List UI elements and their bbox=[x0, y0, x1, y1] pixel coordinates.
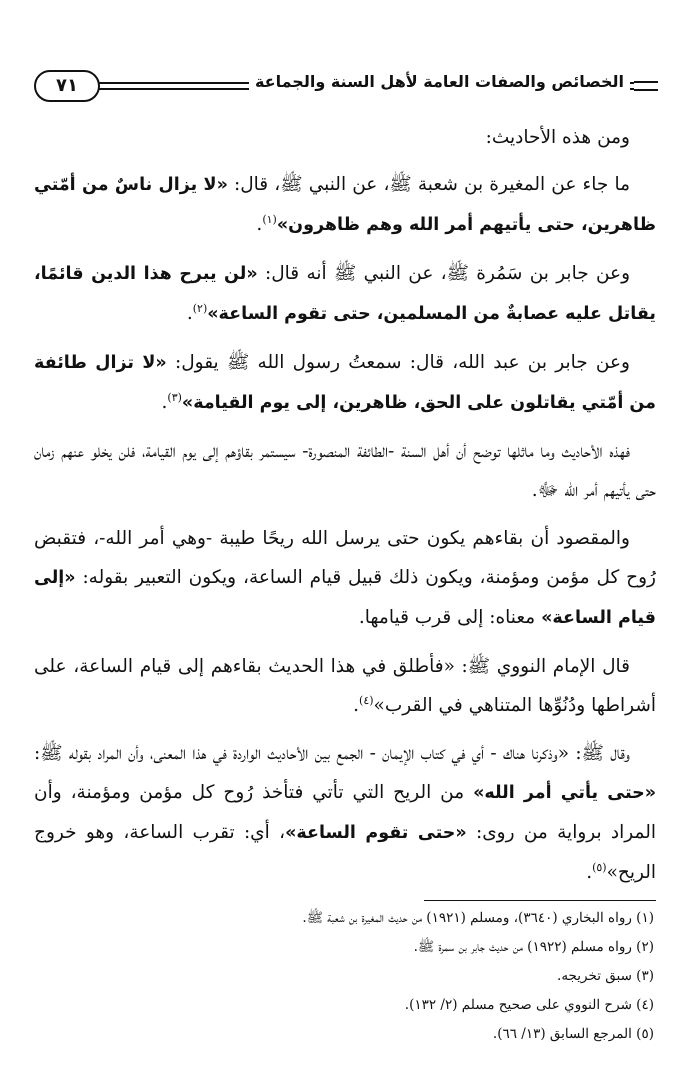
nawawi-quote-text: قال الإمام النووي ﷺ: «فأطلق في هذا الحديث بقاءهم إلى قيام الساعة، على أشراطها ودُنُوِّها المتناهي في القرب» bbox=[34, 656, 656, 716]
nawawi-second-quote-1: «حتى يأتي أمر الله» bbox=[473, 783, 657, 803]
nawawi-quote-paragraph bbox=[34, 647, 656, 725]
hadith-1-lead: ما جاء عن المغيرة بن شعبة ﷺ، عن النبي ﷺ، قال: bbox=[227, 174, 630, 195]
commentary-paragraph-1 bbox=[34, 432, 656, 510]
hadith-paragraph-3 bbox=[34, 343, 656, 423]
commentary-paragraph-2 bbox=[34, 519, 656, 638]
header-ornament bbox=[634, 81, 658, 91]
body-text bbox=[34, 118, 656, 901]
running-header bbox=[22, 70, 658, 110]
footnote-ref-5[interactable]: (٥) bbox=[592, 860, 607, 874]
hadith-2-lead: وعن جابر بن سَمُرة ﷺ، عن النبي ﷺ أنه قال: bbox=[257, 263, 631, 284]
nawawi-second-end: . bbox=[586, 862, 593, 883]
nawawi-second-quote-2: «حتى تقوم الساعة» bbox=[285, 823, 467, 843]
footnote-1: (١) رواه البخاري (٣٦٤٠)، ومسلم (١٩٢١) من حديث المغيرة بن شعبة ﷺ. bbox=[302, 910, 654, 926]
commentary-2-end: معناه: إلى قرب قيامها. bbox=[358, 607, 542, 628]
nawawi-second-part-1: وقال ﷺ: «وذكرنا هناك - أي في كتاب الإيمان - الجمع بين الأحاديث الواردة في هذا المعنى، وأن المراد بقوله ﷺ: bbox=[34, 743, 630, 764]
footnote-separator bbox=[424, 900, 656, 901]
running-header-title: الخصائص والصفات العامة لأهل السنة والجماعة bbox=[249, 72, 630, 91]
footnote-3: (٣) سبق تخريجه. bbox=[557, 968, 654, 984]
hadith-2-end: . bbox=[186, 303, 193, 324]
commentary-2-lead: والمقصود أن بقاءهم يكون حتى يرسل الله ريحًا طيبة -وهي أمر الله-، فتقبض رُوح كل مؤمن ومؤمنة، ويكون ذلك قبيل قيام الساعة، ويكون التعبير بقوله: bbox=[34, 528, 656, 588]
nawawi-quote-end: . bbox=[353, 695, 360, 716]
nawawi-second-part-3: ، أي: تقرب الساعة، وهو خروج الريح» bbox=[34, 822, 656, 883]
page-number: ٧١ bbox=[34, 70, 100, 102]
intro-text: ومن هذه الأحاديث: bbox=[485, 127, 630, 148]
hadith-1-end: . bbox=[256, 214, 263, 235]
hadith-paragraph-1 bbox=[34, 165, 656, 245]
hadith-1-quote: «لا يزال ناسٌ من أمّتي ظاهرين، حتى يأتيهم أمر الله وهم ظاهرون» bbox=[34, 175, 656, 235]
nawawi-second-quote-paragraph bbox=[34, 734, 656, 892]
footnote-ref-2[interactable]: (٢) bbox=[192, 301, 208, 315]
commentary-1-text: فهذه الأحاديث وما ماثلها توضح أن أهل السنة -الطائفة المنصورة- سيستمر بقاؤهم إلى يوم القيامة، فلن يخلو عنهم زمان حتى يأتيهم أمر الله ﷻ. bbox=[34, 441, 656, 501]
intro-paragraph bbox=[34, 118, 656, 157]
hadith-3-quote: «لا تزال طائفة من أمّتي يقاتلون على الحق، ظاهرين، إلى يوم القيامة» bbox=[34, 353, 656, 413]
footnote-ref-3[interactable]: (٣) bbox=[167, 390, 182, 404]
hadith-3-end: . bbox=[161, 392, 168, 413]
hadith-paragraph-2 bbox=[34, 254, 656, 334]
footnote-2: (٢) رواه مسلم (١٩٢٢) من حديث جابر بن سمرة ﷺ. bbox=[413, 939, 654, 955]
hadith-3-lead: وعن جابر بن عبد الله، قال: سمعتُ رسول الله ﷺ يقول: bbox=[166, 352, 630, 373]
footnote-4: (٤) شرح النووي على صحيح مسلم (٢/ ١٣٢). bbox=[404, 997, 654, 1013]
nawawi-second-part-2: من الريح التي تأتي فتأخذ رُوح كل مؤمن ومؤمنة، وأن المراد برواية من روى: bbox=[34, 782, 656, 843]
footnote-5: (٥) المرجع السابق (١٣/ ٦٦). bbox=[492, 1026, 654, 1042]
hadith-2-quote: «لن يبرح هذا الدين قائمًا، يقاتل عليه عصابةٌ من المسلمين، حتى تقوم الساعة» bbox=[34, 264, 656, 324]
footnote-ref-4[interactable]: (٤) bbox=[359, 693, 374, 707]
commentary-2-quote: «إلى قيام الساعة» bbox=[34, 568, 656, 628]
footnotes bbox=[40, 904, 654, 1049]
footnote-ref-1[interactable]: (١) bbox=[262, 212, 277, 226]
